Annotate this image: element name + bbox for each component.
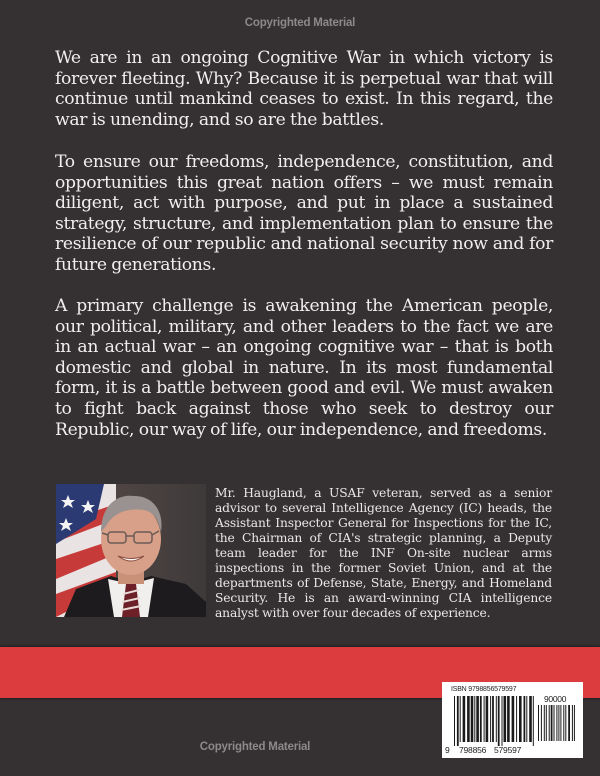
barcode-bar: [526, 696, 527, 742]
body-paragraph-2: To ensure our freedoms, independence, constitution, and opportunities this great nation offers – we must remain diligent, act with purpose, and put in place a sustained strategy, structure, and implementation plan to ensure the resilience of our republic and national security now and for future generations.: [55, 152, 553, 275]
barcode-bar: [538, 705, 539, 741]
barcode-bar: [463, 696, 466, 742]
barcode-bar: [480, 696, 482, 742]
barcode-bar: [512, 696, 515, 742]
barcode-bar: [471, 696, 474, 742]
barcode-bar: [572, 705, 573, 741]
barcode-bar: [558, 705, 559, 741]
barcode-bars-addon: [538, 705, 576, 745]
barcode-bar: [496, 696, 497, 742]
barcode-bar: [498, 696, 500, 746]
barcode-bar: [524, 696, 526, 742]
body-paragraph-3: A primary challenge is awakening the American people, our political, military, and other leaders to the fact we are in an actual war – an ongoing cognitive war – that is both domestic and global in nature. In its most fundamental form, it is a battle between good and evil. We must awaken to fight back against those who seek to destroy our Republic, our way of life, our independence, and freedoms.: [55, 296, 553, 440]
barcode-bar: [560, 705, 561, 741]
author-bio: Mr. Haugland, a USAF veteran, served as a senior advisor to several Intelligence Agency (IC) heads, the Assistant Inspector General for Inspections for the IC, the Chairman of CIA's strategic planning, a Deputy team leader for the INF On-site nuclear arms inspections in the former Soviet Union, and at the departments of Defense, State, Energy, and Homeland Security. He is an award-winning CIA intelligence analyst with over four decades of experience.: [215, 486, 552, 620]
isbn-label: ISBN 9798856579597: [451, 686, 517, 693]
barcode-bar: [546, 705, 547, 741]
barcode-bar: [554, 705, 555, 741]
barcode-bars-main: [454, 696, 536, 746]
barcode-bar: [484, 696, 485, 742]
barcode-bar: [460, 696, 461, 742]
barcode-bar: [549, 705, 550, 741]
barcode-bar: [533, 696, 534, 746]
barcode-bar: [544, 705, 545, 741]
barcode-bar: [551, 705, 553, 741]
author-portrait-illustration: [56, 484, 206, 617]
barcode-bar: [574, 705, 575, 741]
barcode-bar: [565, 705, 566, 741]
copyright-watermark-top: Copyrighted Material: [244, 17, 356, 29]
barcode-digits-group1: 798856: [459, 745, 487, 755]
barcode-bar: [519, 696, 522, 742]
barcode-bar: [490, 696, 491, 742]
barcode-bar: [516, 696, 517, 742]
barcode-bar: [486, 696, 489, 742]
barcode-bar: [467, 696, 470, 742]
barcode-bar: [454, 696, 455, 746]
barcode-bar: [502, 696, 503, 746]
copyright-watermark-bottom: Copyrighted Material: [199, 741, 311, 753]
barcode-digits-lead: 9: [445, 745, 450, 755]
author-photo: [56, 484, 206, 617]
barcode-bar: [476, 696, 479, 742]
barcode-bar: [556, 705, 557, 741]
barcode-bar: [541, 705, 542, 741]
barcode-bar: [474, 696, 475, 742]
barcode-bar: [457, 696, 459, 746]
isbn-barcode: [442, 682, 583, 758]
barcode-bar: [507, 696, 510, 742]
barcode-bar: [563, 705, 564, 741]
barcode-bar: [492, 696, 494, 742]
body-paragraph-1: We are in an ongoing Cognitive War in which victory is forever fleeting. Why? Because it is perpetual war that will continue until mankind ceases to exist. In this regard, the war is unending, and so are the battles.: [55, 48, 553, 130]
barcode-bar: [504, 696, 507, 742]
barcode-addon-label: 90000: [544, 694, 567, 704]
barcode-bar: [529, 696, 532, 742]
barcode-digits-group2: 579597: [494, 745, 522, 755]
barcode-bar: [568, 705, 570, 741]
